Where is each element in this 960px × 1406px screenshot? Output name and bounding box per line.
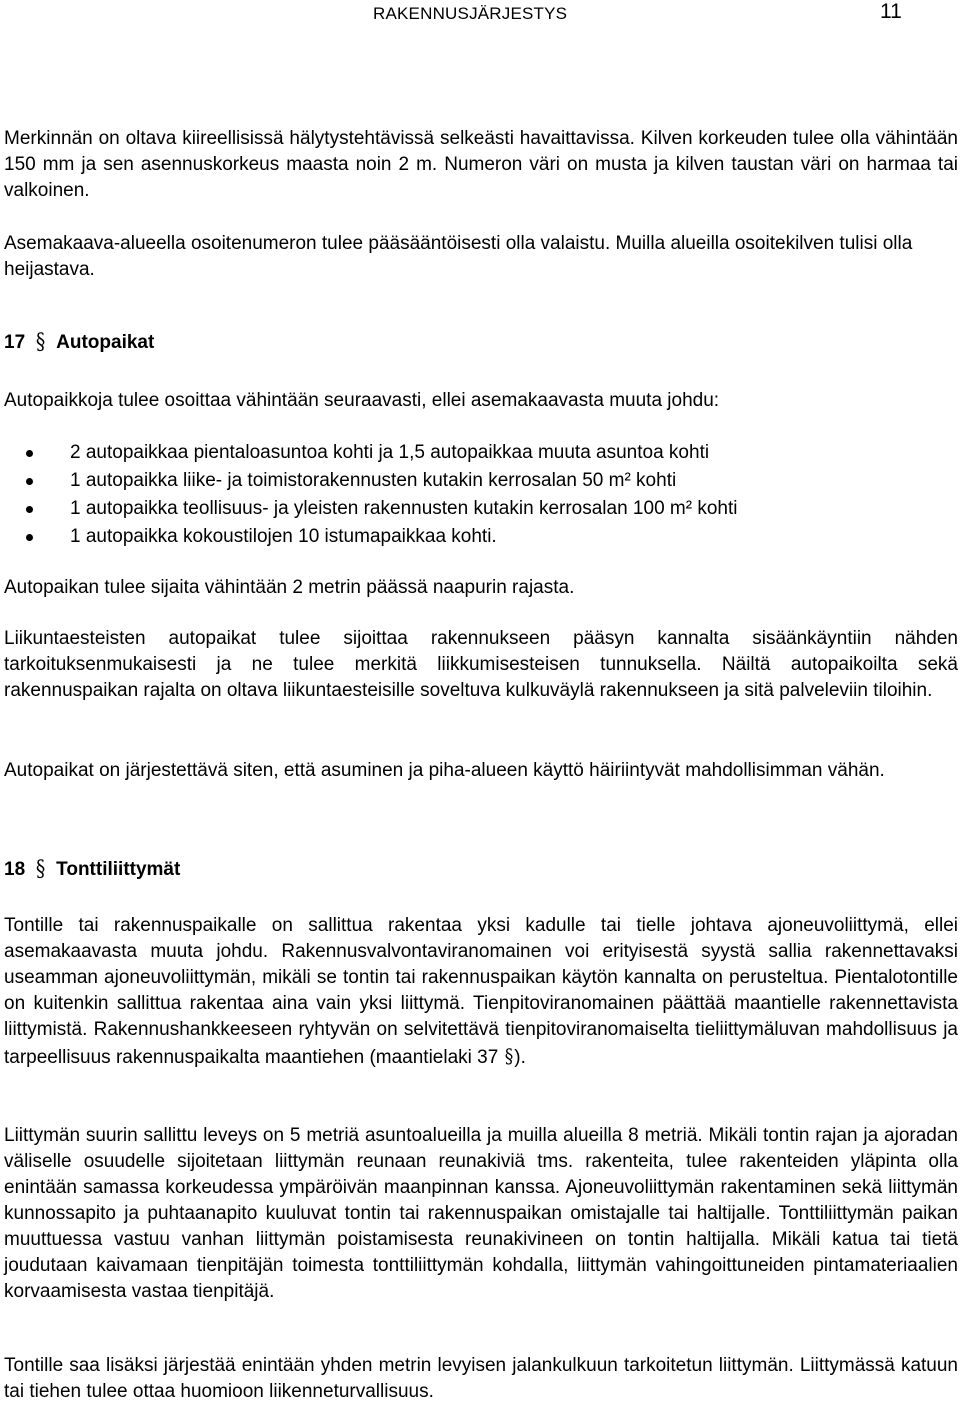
running-title: RAKENNUSJÄRJESTYS	[373, 4, 568, 23]
section-17-accessible-parking-paragraph: Liikuntaesteisten autopaikat tulee sijoittaa rakennukseen pääsyn kannalta sisäänkäyntiin nähden tarkoituksenmukaisesti ja ne tulee merkitä liikkumisesteisen tunnuksella. Näiltä autopaikoilta sekä rakennuspaikan rajalta on oltava liikuntaesteisille soveltuva kulkuväylä rakennukseen ja sitä palveleviin tiloihin.	[4, 628, 958, 701]
section-17-intro: Autopaikkoja tulee osoittaa vähintään seuraavasti, ellei asemakaavasta muuta johdu:	[4, 390, 720, 411]
section-symbol: §	[35, 330, 46, 355]
list-item	[4, 496, 737, 524]
list-item-text: 1 autopaikka kokoustilojen 10 istumapaikkaa kohti.	[70, 526, 497, 547]
parking-requirements-list	[4, 440, 737, 552]
section-18-number: 18	[4, 859, 26, 880]
section-symbol: §	[35, 857, 46, 882]
intro-paragraph-2: Asemakaava-alueella osoitenumeron tulee pääsääntöisesti olla valaistu. Muilla alueilla osoitekilven tulisi olla heijastava.	[4, 233, 913, 280]
list-item-text: 2 autopaikkaa pientaloasuntoa kohti ja 1,5 autopaikkaa muuta asuntoa kohti	[70, 442, 710, 463]
list-item	[4, 440, 737, 468]
page-header	[0, 0, 960, 40]
section-18-paragraph-3: Tontille saa lisäksi järjestää enintään yhden metrin levyisen jalankulkuun tarkoitetun liittymän. Liittymässä katuun tai tiehen tulee ottaa huomioon liikenneturvallisuus.	[4, 1355, 958, 1402]
section-17-distance-paragraph: Autopaikan tulee sijaita vähintään 2 metrin päässä naapurin rajasta.	[4, 577, 575, 598]
section-18-paragraph-1: Tontille tai rakennuspaikalle on sallittua rakentaa yksi kadulle tai tielle johtava ajoneuvoliittymä, ellei asemakaavasta muuta johdu. Rakennusvalvontaviranomainen voi erityisestä syystä sallia rakennettavaksi useamman ajoneuvoliittymän, mikäli se tontin tai rakennuspaikan käytön kannalta on perusteltua. Pientalotontille on kuitenkin sallittua rakentaa aina vain yksi liittymä. Tienpitoviranomainen päättää maantielle rakennettavista liittymistä. Rakennushankkeeseen ryhtyvän on selvitettävä tienpitoviranomaiselta tieliittymäluvan mahdollisuus ja tarpeellisuus rakennuspaikalta maantiehen (maantielaki 37 §).	[4, 915, 958, 1068]
section-symbol: §	[505, 1044, 514, 1068]
page-number: 11	[880, 0, 902, 23]
intro-paragraph-1: Merkinnän on oltava kiireellisissä hälytystehtävissä selkeästi havaittavissa. Kilven korkeuden tulee olla vähintään 150 mm ja sen asennuskorkeus maasta noin 2 m. Numeron väri on musta ja kilven taustan väri on harmaa tai valkoinen.	[4, 128, 958, 201]
list-item-text: 1 autopaikka teollisuus- ja yleisten rakennusten kutakin kerrosalan 100 m² kohti	[70, 498, 738, 519]
list-item-text: 1 autopaikka liike- ja toimistorakennusten kutakin kerrosalan 50 m² kohti	[70, 470, 677, 491]
section-17-arrangement-paragraph: Autopaikat on järjestettävä siten, että asuminen ja piha-alueen käyttö häiriintyvät mahdollisimman vähän.	[4, 760, 885, 781]
section-17-number: 17	[4, 332, 26, 353]
bullet-icon	[26, 534, 33, 541]
list-item	[4, 524, 737, 552]
section-17-title: Autopaikat	[56, 332, 155, 353]
section-18-heading	[4, 857, 180, 883]
section-18-paragraph-2: Liittymän suurin sallittu leveys on 5 metriä asuntoalueilla ja muilla alueilla 8 metriä. Mikäli tontin rajan ja ajoradan väliselle osuudelle sijoitetaan liittymän reunaan reunakiviä tms. rakenteita, tulee rakenteiden yläpinta olla enintään samassa korkeudessa ympäröivän maanpinnan kanssa. Ajoneuvoliittymän rakentaminen sekä liittymän kunnossapito ja puhtaanapito kuuluvat tontin tai rakennuspaikan omistajalle tai haltijalle. Tonttiliittymän paikan muuttuessa vastuu vanhan liittymän poistamisesta reunakivineen on tontin haltijalla. Mikäli katua tai tietä joudutaan kaivamaan tienpitäjän toimesta tonttiliittymän kohdalla, liittymän vahingoittuneiden pintamateriaalien korvaamisesta vastaa tienpitäjä.	[4, 1125, 958, 1302]
bullet-icon	[26, 450, 33, 457]
list-item	[4, 468, 737, 496]
section-18-title: Tonttiliittymät	[56, 859, 181, 880]
bullet-icon	[26, 478, 33, 485]
section-17-heading	[4, 330, 154, 356]
bullet-icon	[26, 506, 33, 513]
